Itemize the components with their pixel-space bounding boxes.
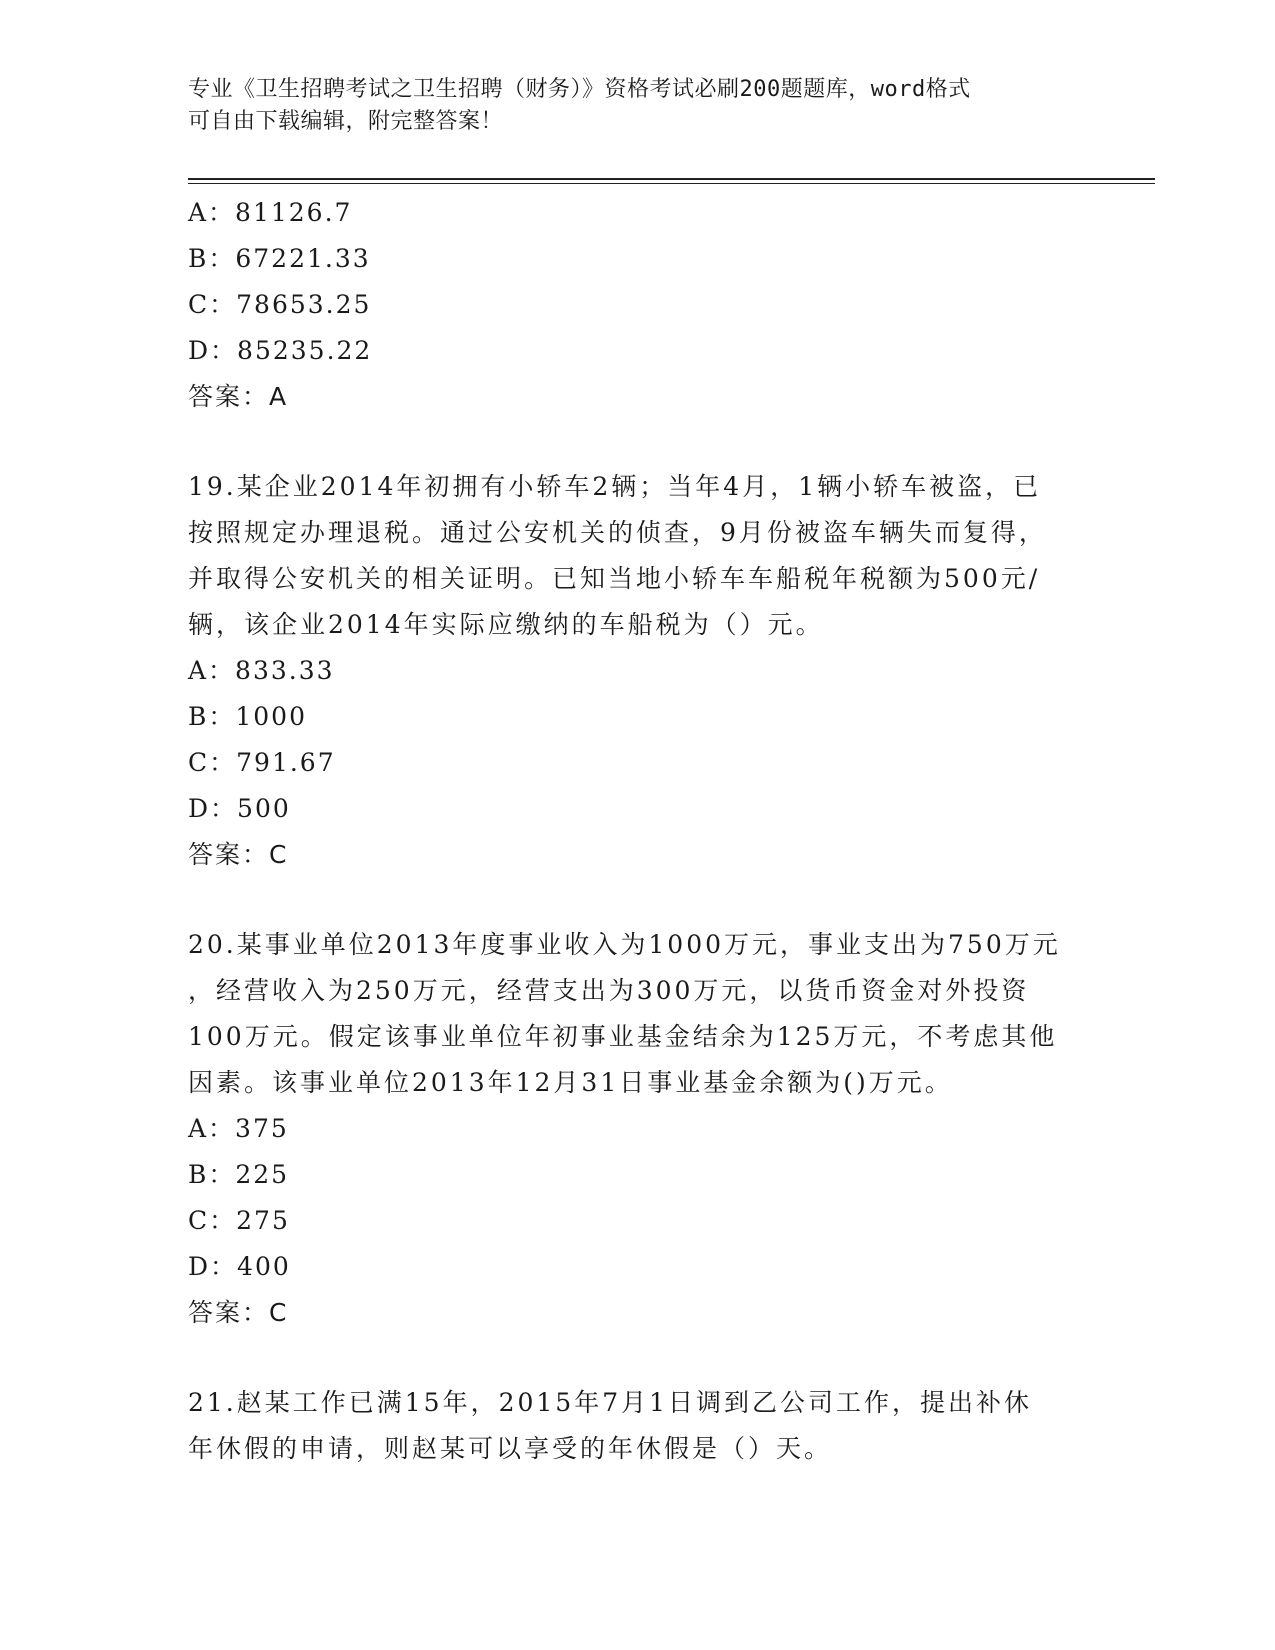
stem-line: 年休假的申请，则赵某可以享受的年休假是（）天。 (188, 1434, 833, 1463)
question-stem (188, 1380, 1088, 1472)
question-21 (188, 1380, 1088, 1472)
question-20 (188, 922, 1088, 1336)
option-b: B：67221.33 (188, 244, 371, 273)
stem-line: 21.赵某工作已满15年，2015年7月1日调到乙公司工作，提出补休 (188, 1388, 1033, 1417)
option-d: D：500 (188, 794, 291, 823)
option-d: D：85235.22 (188, 336, 373, 365)
option-c: C：78653.25 (188, 290, 372, 319)
stem-line: 按照规定办理退税。通过公安机关的侦查，9月份被盗车辆失而复得， (188, 518, 1047, 547)
question-stem (188, 464, 1088, 648)
stem-line: 并取得公安机关的相关证明。已知当地小轿车车船税年税额为500元/ (188, 564, 1041, 593)
document-header (188, 74, 1068, 138)
stem-line: ，经营收入为250万元，经营支出为300万元，以货币资金对外投资 (188, 976, 1030, 1005)
option-d: D：400 (188, 1252, 291, 1281)
option-a: A：375 (188, 1114, 289, 1143)
stem-line: 100万元。假定该事业单位年初事业基金结余为125万元，不考虑其他 (188, 1022, 1058, 1051)
header-line-1: 专业《卫生招聘考试之卫生招聘（财务）》资格考试必刷200题题库，word格式 (188, 77, 971, 102)
header-line-2: 可自由下载编辑，附完整答案！ (188, 109, 504, 134)
option-a: A：81126.7 (188, 198, 353, 227)
stem-line: 19.某企业2014年初拥有小轿车2辆；当年4月，1辆小轿车被盗，已 (188, 472, 1042, 501)
stem-line: 20.某事业单位2013年度事业收入为1000万元，事业支出为750万元 (188, 930, 1061, 959)
header-divider (188, 178, 1155, 180)
question-18-continued (188, 190, 1088, 420)
question-stem (188, 922, 1088, 1106)
option-c: C：791.67 (188, 748, 336, 777)
option-b: B：225 (188, 1160, 290, 1189)
answer: 答案：C (188, 1298, 289, 1327)
option-c: C：275 (188, 1206, 290, 1235)
answer: 答案：C (188, 840, 289, 869)
stem-line: 辆，该企业2014年实际应缴纳的车船税为（）元。 (188, 610, 824, 639)
question-19 (188, 464, 1088, 878)
header-divider-thin (188, 183, 1155, 184)
option-a: A：833.33 (188, 656, 335, 685)
option-b: B：1000 (188, 702, 307, 731)
document-body (188, 190, 1088, 1472)
answer: 答案：A (188, 382, 289, 411)
stem-line: 因素。该事业单位2013年12月31日事业基金余额为()万元。 (188, 1068, 953, 1097)
